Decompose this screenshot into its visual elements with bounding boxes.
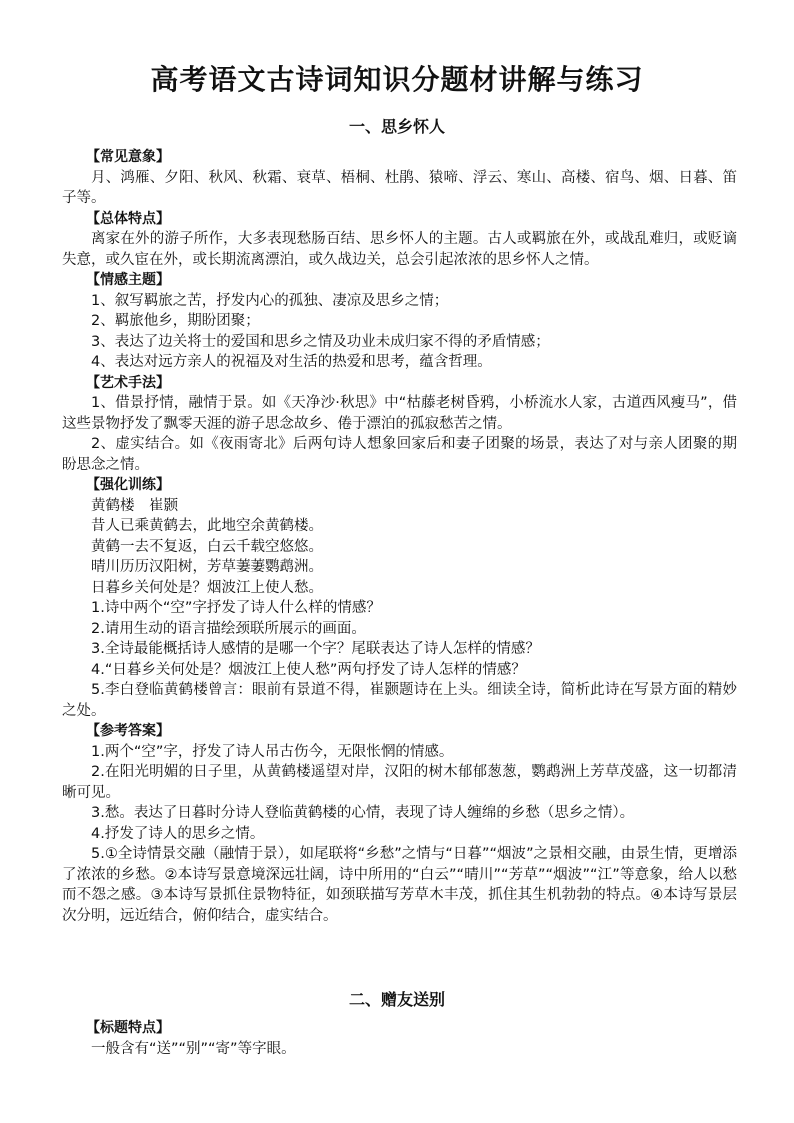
question-item: 3.全诗最能概括诗人感情的是哪一个字？尾联表达了诗人怎样的情感？	[91, 641, 540, 657]
answer-item: 4.抒发了诗人的思乡之情。	[91, 825, 265, 842]
themes-heading: 【情感主题】	[86, 272, 170, 288]
answer-item: 3.愁。表达了日暮时分诗人登临黄鹤楼的心情，表现了诗人缠绵的乡愁（思乡之情）。	[91, 805, 635, 821]
question-item: 4.“日暮乡关何处是？烟波江上使人愁”两句抒发了诗人怎样的情感？	[91, 661, 526, 678]
features-text: 离家在外的游子所作，大多表现愁肠百结、思乡怀人的主题。古人或羁旅在外，或战乱难归，或贬谪失意，或久宦在外，或长期流离漂泊，或久战边关，总会引起浓浓的思乡怀人之情。	[62, 231, 737, 268]
poem-line: 晴川历历汉阳树，芳草萋萋鹦鹉洲。	[91, 559, 323, 575]
answers-heading: 【参考答案】	[86, 723, 170, 739]
art-item: 2、虚实结合。如《夜雨寄北》后两句诗人想象回家后和妻子团聚的场景，表达了对与亲人团聚的期盼思念之情。	[62, 436, 737, 473]
imagery-heading: 【常见意象】	[86, 149, 170, 165]
art-item: 1、借景抒情，融情于景。如《天净沙·秋思》中“枯藤老树昏鸦，小桥流水人家，古道西风瘦马”，借这些景物抒发了飘零天涯的游子思念故乡、倦于漂泊的孤寂愁苦之情。	[62, 395, 737, 432]
title-feature-heading: 【标题特点】	[86, 1020, 170, 1036]
poem-line: 昔人已乘黄鹤去，此地空余黄鹤楼。	[91, 518, 323, 534]
answer-item: 2.在阳光明媚的日子里，从黄鹤楼遥望对岸，汉阳的树木郁郁葱葱，鹦鹉洲上芳草茂盛，这一切都清晰可见。	[62, 764, 737, 801]
section-heading-1: 一、思乡怀人	[348, 117, 445, 136]
section-2-body	[62, 1018, 737, 1059]
poem-line: 黄鹤一去不复返，白云千载空悠悠。	[91, 538, 323, 555]
theme-item: 3、表达了边关将士的爱国和思乡之情及功业未成归家不得的矛盾情感；	[91, 333, 550, 350]
answer-item: 5.①全诗情景交融（融情于景），如尾联将“乡愁”之情与“日暮”“烟波”之景相交融，由景生情，更增添了浓浓的乡愁。②本诗写景意境深远壮阔，诗中所用的“白云”“晴川”“芳草”“烟波”“江”等意象，给人以愁而不怨之感。③本诗写景抓住景物特征，如颈联描写芳草木丰茂，抓住其生机勃勃的特点。④本诗写景层次分明，远近结合，俯仰结合，虚实结合。	[62, 846, 737, 924]
theme-item: 4、表达对远方亲人的祝福及对生活的热爱和思考，蕴含哲理。	[91, 354, 492, 370]
answer-item: 1.两个“空”字，抒发了诗人吊古伤今，无限怅惘的情感。	[91, 743, 454, 760]
question-item: 2.请用生动的语言描绘颈联所展示的画面。	[91, 620, 366, 637]
question-item: 1.诗中两个“空”字抒发了诗人什么样的情感？	[91, 600, 381, 616]
features-heading: 【总体特点】	[86, 210, 170, 227]
section-1-body	[62, 147, 737, 926]
imagery-text: 月、鸿雁、夕阳、秋风、秋霜、衰草、梧桐、杜鹃、猿啼、浮云、寒山、高楼、宿鸟、烟、日暮、笛子等。	[62, 169, 737, 206]
page-title: 高考语文古诗词知识分题材讲解与练习	[150, 63, 644, 96]
art-heading: 【艺术手法】	[86, 374, 170, 391]
theme-item: 1、叙写羁旅之苦，抒发内心的孤独、凄凉及思乡之情；	[91, 292, 449, 309]
practice-heading: 【强化训练】	[86, 477, 170, 493]
section-heading-2: 二、赠友送别	[348, 990, 445, 1009]
poem-title: 黄鹤楼 崔颢	[91, 497, 178, 514]
poem-line: 日暮乡关何处是？烟波江上使人愁。	[91, 579, 323, 596]
title-feature-text: 一般含有“送”“别”“寄”等字眼。	[91, 1040, 296, 1057]
theme-item: 2、羁旅他乡，期盼团聚；	[91, 313, 260, 329]
question-item: 5.李白登临黄鹤楼曾言：眼前有景道不得，崔颢题诗在上头。细读全诗，简析此诗在写景方面的精妙之处。	[62, 682, 737, 719]
